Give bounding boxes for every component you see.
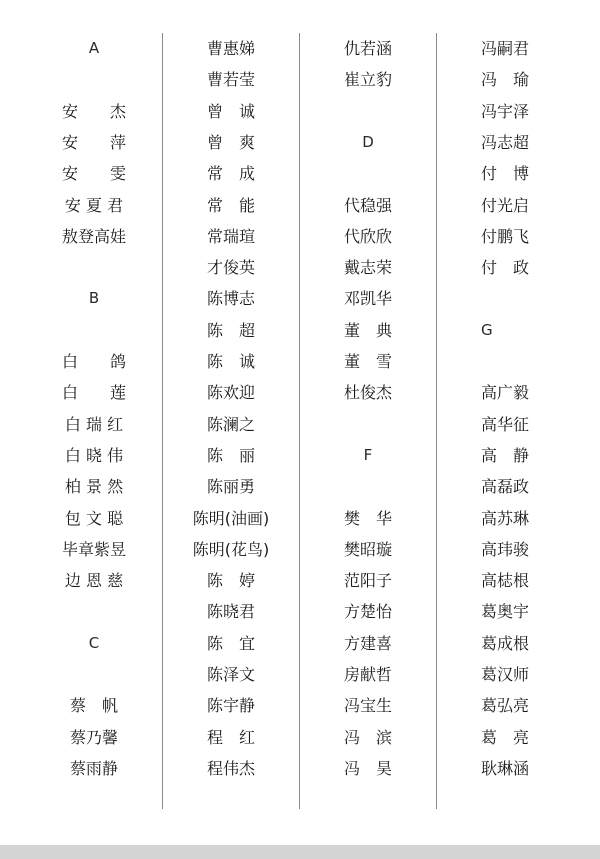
section-letter: A [88, 39, 100, 57]
name-entry: 曾 爽 [206, 132, 255, 152]
name-entry: 高玮骏 [481, 539, 530, 559]
name-entry: 高华征 [481, 414, 530, 434]
name-entry: 葛汉师 [481, 665, 530, 684]
name-entry: 白 晓 伟 [64, 445, 124, 465]
name-entry: 仇若涵 [343, 39, 392, 58]
name-entry: 敖登高娃 [61, 226, 126, 246]
name-entry: 冯 滨 [343, 727, 392, 747]
spacer [0, 596, 188, 627]
name-entry: 方建喜 [343, 633, 392, 653]
name-entry: 陈丽勇 [206, 477, 255, 497]
name-entry: 冯宇泽 [481, 101, 530, 121]
name-entry: 董 雪 [343, 352, 392, 371]
name-entry: 付鹏飞 [481, 226, 530, 246]
name-entry: 安 夏 君 [64, 195, 124, 215]
name-entry: 樊昭璇 [343, 539, 392, 559]
name-entry: 高苏琳 [481, 508, 530, 528]
name-entry: 蔡 帆 [69, 696, 118, 716]
name-entry: 戴志荣 [343, 258, 392, 278]
name-entry: 安 杰 [61, 101, 126, 121]
name-entry: 耿琳涵 [481, 758, 530, 778]
name-entry: 陈宇静 [206, 696, 255, 716]
name-entry: 邓凯华 [343, 289, 392, 309]
section-letter: F [363, 445, 373, 464]
name-entry: 葛成根 [481, 633, 530, 653]
spacer [481, 346, 600, 377]
name-entry: 葛 亮 [481, 727, 530, 747]
name-entry: 杜俊杰 [343, 383, 392, 403]
name-entry: 高 静 [481, 445, 530, 465]
name-entry: 付光启 [481, 195, 530, 215]
name-entry: 陈泽文 [206, 665, 255, 684]
name-column-1 [0, 33, 188, 813]
spacer [299, 409, 437, 440]
name-entry: 蔡雨静 [69, 758, 118, 778]
name-column-3 [299, 33, 437, 813]
name-entry: 高广毅 [481, 383, 530, 403]
name-entry: 曾 诚 [206, 101, 255, 121]
name-entry: 方楚怡 [343, 602, 392, 622]
name-entry: 柏 景 然 [64, 477, 124, 497]
section-letter: C [88, 633, 100, 652]
section-letter: D [362, 132, 374, 151]
spacer [299, 158, 437, 189]
name-entry: 曹若莹 [206, 70, 255, 90]
name-entry: 陈 超 [206, 320, 255, 340]
section-letter: G [481, 320, 493, 339]
spacer [0, 659, 188, 690]
name-entry: 陈晓君 [206, 602, 255, 622]
name-entry: 葛弘亮 [481, 696, 530, 716]
section-letter: B [88, 289, 100, 308]
name-entry: 代稳强 [343, 195, 392, 215]
name-entry: 崔立豹 [343, 70, 392, 90]
name-entry: 毕章紫昱 [61, 539, 126, 559]
name-entry: 安 萍 [61, 132, 126, 152]
name-entry: 曹惠娣 [206, 39, 255, 58]
spacer [481, 283, 600, 314]
name-entry: 樊 华 [343, 508, 392, 528]
name-entry: 陈明(花鸟) [192, 539, 270, 559]
name-entry: 高磊政 [481, 477, 530, 497]
name-entry: 代欣欣 [343, 226, 392, 246]
name-entry: 冯志超 [481, 132, 530, 152]
name-entry: 白 瑞 红 [64, 414, 124, 434]
name-entry: 白 莲 [61, 383, 126, 403]
name-entry: 白 鸽 [61, 352, 126, 371]
name-entry: 常 能 [206, 195, 255, 215]
name-entry: 陈博志 [206, 289, 255, 309]
name-entry: 冯宝生 [343, 696, 392, 716]
name-entry: 付 政 [481, 258, 530, 278]
name-entry: 陈 诚 [206, 352, 255, 371]
name-entry: 陈明(油画) [192, 508, 270, 528]
name-entry: 冯 瑜 [481, 70, 530, 90]
name-entry: 才俊英 [206, 258, 255, 278]
name-entry: 程伟杰 [206, 758, 255, 778]
name-column-4 [436, 33, 600, 813]
spacer [299, 96, 437, 127]
spacer [0, 64, 188, 95]
name-entry: 葛奥宇 [481, 602, 530, 622]
name-entry: 冯 昊 [343, 758, 392, 778]
spacer [0, 252, 188, 283]
page-bottom-bar [0, 845, 600, 859]
name-entry: 程 红 [206, 727, 255, 747]
name-entry: 陈澜之 [206, 414, 255, 434]
spacer [0, 315, 188, 346]
name-entry: 常瑞瑄 [206, 226, 255, 246]
name-entry: 边 恩 慈 [64, 571, 124, 591]
name-entry: 冯嗣君 [481, 39, 530, 58]
name-entry: 陈 丽 [206, 445, 255, 465]
name-entry: 陈 婷 [206, 571, 255, 591]
name-entry: 高梽根 [481, 571, 530, 591]
name-entry: 陈欢迎 [206, 383, 255, 403]
name-entry: 陈 宜 [206, 633, 255, 653]
name-entry: 安 雯 [61, 164, 126, 184]
name-entry: 蔡乃馨 [69, 727, 118, 747]
name-column-2 [162, 33, 300, 813]
name-entry: 董 典 [343, 320, 392, 340]
name-entry: 常 成 [206, 164, 255, 184]
name-entry: 付 博 [481, 164, 530, 184]
name-entry: 包 文 聪 [64, 508, 124, 528]
name-entry: 房献哲 [343, 665, 392, 684]
name-entry: 范阳子 [343, 571, 392, 591]
spacer [299, 471, 437, 502]
